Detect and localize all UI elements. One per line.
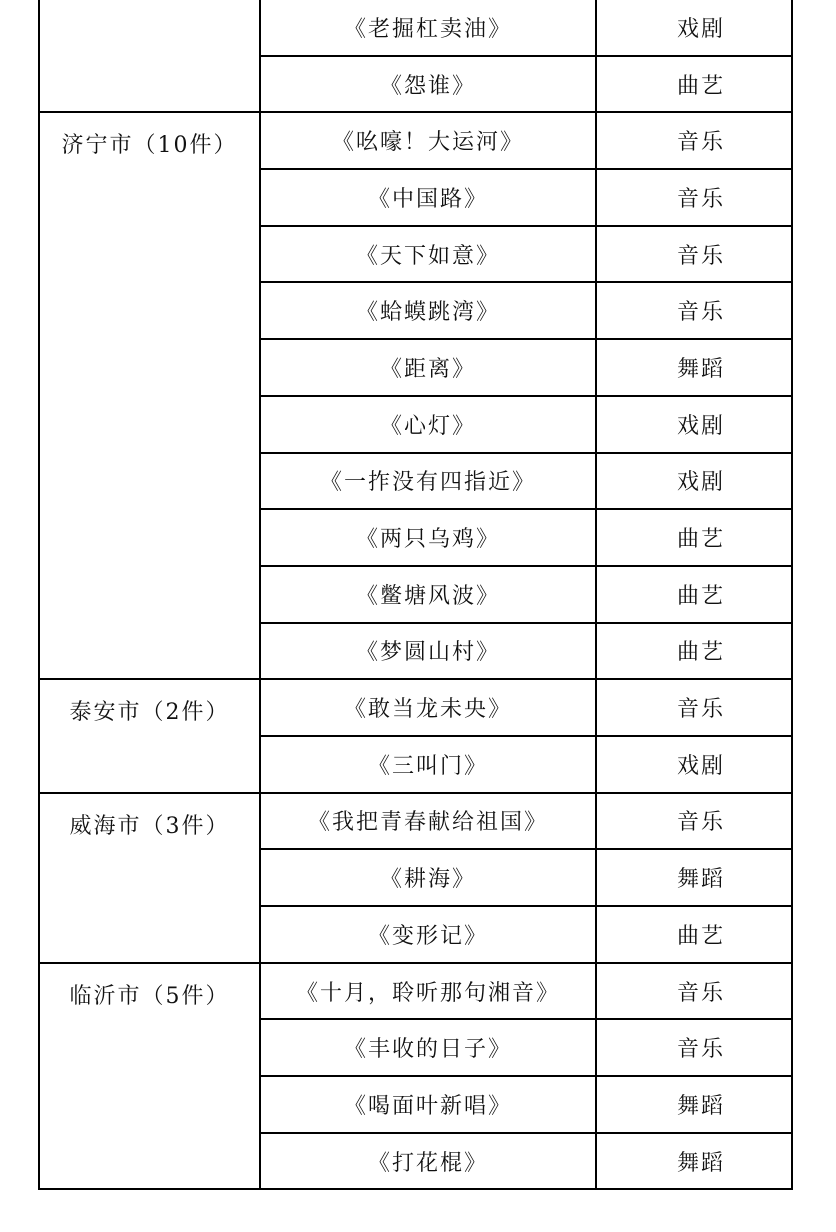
work-title-cell: 《吆嚎！大运河》: [260, 112, 596, 169]
work-title-cell: 《一拃没有四指近》: [260, 453, 596, 510]
table-row: [39, 963, 792, 1020]
city-cell: 威海市（3件）: [39, 793, 260, 963]
work-title-cell: 《蛤蟆跳湾》: [260, 282, 596, 339]
city-cell: 泰安市（2件）: [39, 679, 260, 792]
work-category-cell: 音乐: [596, 282, 792, 339]
work-title-cell: 《两只乌鸡》: [260, 509, 596, 566]
work-title-cell: 《中国路》: [260, 169, 596, 226]
work-category-cell: 舞蹈: [596, 339, 792, 396]
work-category-cell: 戏剧: [596, 396, 792, 453]
work-category-cell: 曲艺: [596, 509, 792, 566]
table-row: [39, 679, 792, 736]
work-category-cell: 戏剧: [596, 0, 792, 56]
work-title-cell: 《变形记》: [260, 906, 596, 963]
work-title-cell: 《打花棍》: [260, 1133, 596, 1190]
work-title-cell: 《鳖塘风波》: [260, 566, 596, 623]
work-category-cell: 曲艺: [596, 623, 792, 680]
work-title-cell: 《天下如意》: [260, 226, 596, 283]
work-category-cell: 戏剧: [596, 453, 792, 510]
work-category-cell: 舞蹈: [596, 1133, 792, 1190]
city-cell: [39, 0, 260, 112]
work-category-cell: 曲艺: [596, 566, 792, 623]
work-category-cell: 音乐: [596, 793, 792, 850]
works-table: [38, 0, 793, 1190]
work-category-cell: 舞蹈: [596, 849, 792, 906]
work-category-cell: 曲艺: [596, 56, 792, 113]
table-row: [39, 112, 792, 169]
city-cell: 济宁市（10件）: [39, 112, 260, 679]
work-category-cell: 音乐: [596, 226, 792, 283]
work-category-cell: 舞蹈: [596, 1076, 792, 1133]
work-category-cell: 曲艺: [596, 906, 792, 963]
city-cell: 临沂市（5件）: [39, 963, 260, 1190]
work-category-cell: 音乐: [596, 963, 792, 1020]
table-row: [39, 793, 792, 850]
work-title-cell: 《心灯》: [260, 396, 596, 453]
work-title-cell: 《三叫门》: [260, 736, 596, 793]
work-category-cell: 音乐: [596, 169, 792, 226]
work-category-cell: 音乐: [596, 1019, 792, 1076]
work-category-cell: 戏剧: [596, 736, 792, 793]
work-title-cell: 《我把青春献给祖国》: [260, 793, 596, 850]
work-title-cell: 《敢当龙未央》: [260, 679, 596, 736]
work-title-cell: 《距离》: [260, 339, 596, 396]
work-title-cell: 《十月，聆听那句湘音》: [260, 963, 596, 1020]
work-category-cell: 音乐: [596, 679, 792, 736]
work-title-cell: 《喝面叶新唱》: [260, 1076, 596, 1133]
work-title-cell: 《梦圆山村》: [260, 623, 596, 680]
table-row: [39, 0, 792, 56]
work-title-cell: 《耕海》: [260, 849, 596, 906]
work-category-cell: 音乐: [596, 112, 792, 169]
work-title-cell: 《老掘杠卖油》: [260, 0, 596, 56]
work-title-cell: 《怨谁》: [260, 56, 596, 113]
work-title-cell: 《丰收的日子》: [260, 1019, 596, 1076]
works-table-body: [39, 0, 792, 1189]
